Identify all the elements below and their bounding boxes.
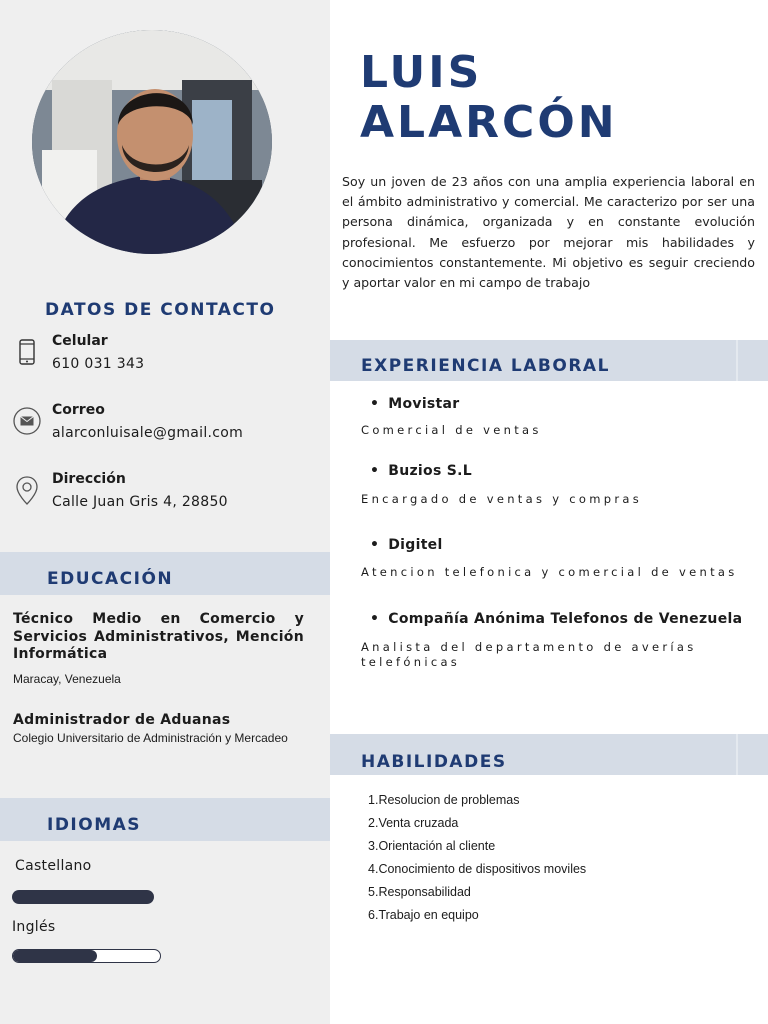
job-company: • Movistar xyxy=(370,396,460,412)
experience-header-band xyxy=(330,340,768,381)
experience-section-title: EXPERIENCIA LABORAL xyxy=(361,356,610,376)
band-divider xyxy=(736,734,738,775)
language-name: Inglés xyxy=(12,919,56,935)
language-level-fill xyxy=(13,950,97,962)
education-place: Maracay, Venezuela xyxy=(13,671,121,686)
job-role: Analista del departamento de averías telefónicas xyxy=(361,640,697,669)
job-role: Atencion telefonica y comercial de ventas xyxy=(361,565,738,579)
skill-item: 4.Conocimiento de dispositivos moviles xyxy=(368,862,587,876)
skills-header-band xyxy=(330,734,768,775)
mail-icon xyxy=(12,406,42,436)
phone-label: Celular xyxy=(52,333,108,349)
education-item xyxy=(13,611,304,686)
contact-section-title: DATOS DE CONTACTO xyxy=(45,300,276,320)
profile-summary: Soy un joven de 23 años con una amplia experiencia laboral en el ámbito administrativo y comercial. Me caracterizo por ser una persona dinámica, organizada y en constante evolución profesional. Me esfuerzo por mejorar mis habilidades y conocimientos constantemente. Mi objetivo es seguir creciendo y aportar valor en mi campo de trabajo xyxy=(342,174,755,291)
address-label: Dirección xyxy=(52,471,126,487)
skills-list xyxy=(368,790,586,928)
skill-item: 5.Responsabilidad xyxy=(368,885,471,899)
education-degree: Técnico Medio en Comercio y Servicios Administrativos, Mención Informática xyxy=(13,611,304,662)
skill-item: 2.Venta cruzada xyxy=(368,816,459,830)
education-item xyxy=(13,712,330,745)
first-name: LUIS xyxy=(360,47,483,98)
contact-address xyxy=(0,468,330,528)
job-company: • Digitel xyxy=(370,537,443,553)
language-level-bar xyxy=(12,890,154,904)
phone-value[interactable]: 610 031 343 xyxy=(52,356,145,372)
language-name: Castellano xyxy=(15,858,92,874)
education-degree: Administrador de Aduanas xyxy=(13,712,231,728)
email-label: Correo xyxy=(52,402,105,418)
skill-item: 1.Resolucion de problemas xyxy=(368,793,520,807)
location-pin-icon xyxy=(12,474,42,504)
skills-section-title: HABILIDADES xyxy=(361,752,507,772)
skill-item: 3.Orientación al cliente xyxy=(368,839,496,853)
job-role: Comercial de ventas xyxy=(361,423,542,437)
job-company: • Compañía Anónima Telefonos de Venezuela xyxy=(370,611,742,627)
skill-item: 6.Trabajo en equipo xyxy=(368,908,479,922)
education-place: Colegio Universitario de Administración y Mercadeo xyxy=(13,731,288,745)
job-role: Encargado de ventas y compras xyxy=(361,492,642,506)
education-header-band xyxy=(0,552,330,595)
contact-phone xyxy=(0,330,330,390)
profile-photo xyxy=(32,30,272,254)
languages-section-title: IDIOMAS xyxy=(47,815,142,835)
candidate-name xyxy=(360,48,618,148)
band-divider xyxy=(736,340,738,381)
language-level-bar xyxy=(12,949,161,963)
languages-header-band xyxy=(0,798,330,841)
job-company: • Buzios S.L xyxy=(370,463,472,479)
last-name: ALARCÓN xyxy=(360,97,618,148)
phone-icon xyxy=(12,338,42,368)
contact-email xyxy=(0,399,330,459)
email-value[interactable]: alarconluisale@gmail.com xyxy=(52,425,244,441)
sidebar xyxy=(0,0,330,1024)
address-value: Calle Juan Gris 4, 28850 xyxy=(52,494,228,510)
language-level-fill xyxy=(12,890,154,904)
education-section-title: EDUCACIÓN xyxy=(47,569,174,589)
